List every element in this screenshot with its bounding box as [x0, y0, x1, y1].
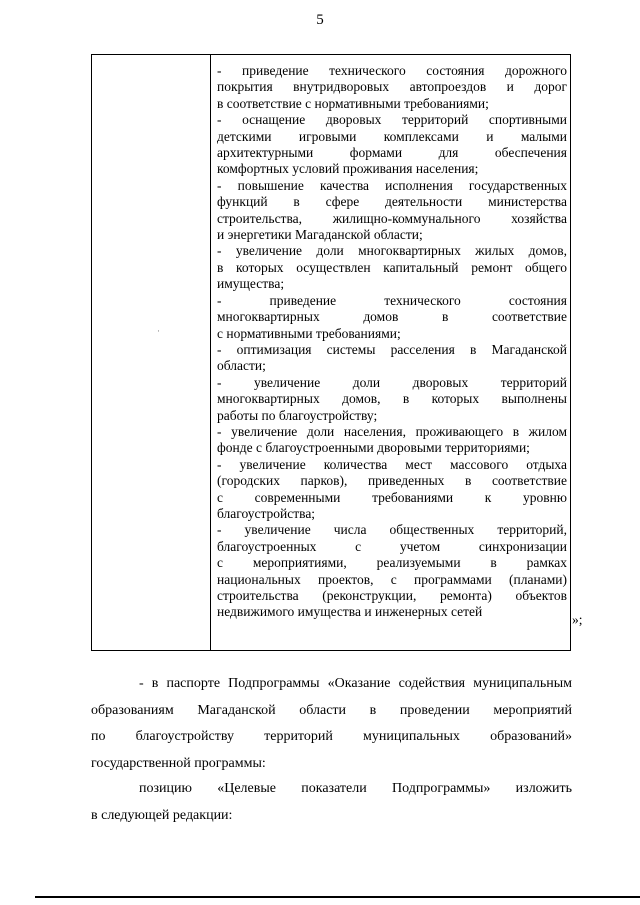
cell-line: - приведение технического состояния дорожного	[217, 63, 567, 78]
cell-line: - приведение технического состояния	[217, 292, 567, 308]
cell-line: и энергетики Магаданской области;	[217, 227, 423, 243]
cell-line: - увеличение доли многоквартирных жилых домов,	[217, 243, 567, 259]
cell-line: многоквартирных домов, в которых выполнены	[217, 391, 567, 407]
paragraph-line: - в паспорте Подпрограммы «Оказание содействия муниципальным	[139, 676, 572, 691]
cell-line: с нормативными требованиями;	[217, 325, 401, 341]
scan-bottom-edge	[35, 896, 640, 898]
cell-line: в которых осуществлен капитальный ремонт общего	[217, 259, 567, 275]
cell-line: области;	[217, 358, 266, 374]
paragraph-position-amendment	[91, 776, 572, 829]
paragraph-line: в следующей редакции:	[91, 807, 233, 823]
cell-line: многоквартирных домов в соответствие	[217, 309, 567, 325]
paragraph-line: государственной программы:	[91, 755, 266, 771]
cell-line: недвижимого имущества и инженерных сетей	[217, 604, 483, 620]
cell-line: строительства, жилищно-коммунального хозяйства	[217, 210, 567, 226]
cell-line: - повышение качества исполнения государственных	[217, 177, 567, 193]
cell-line: - оснащение дворовых территорий спортивными	[217, 112, 567, 128]
table-column-divider	[210, 55, 211, 650]
cell-line: имущества;	[217, 276, 285, 292]
cell-line: в соответствие с нормативными требованиями;	[217, 95, 489, 111]
cell-line: строительства (реконструкции, ремонта) объектов	[217, 588, 567, 603]
cell-line: - увеличение числа общественных территорий,	[217, 522, 567, 538]
cell-line: покрытия внутридворовых автопроездов и дорог	[217, 79, 567, 95]
cell-line: - увеличение количества мест массового отдыха	[217, 456, 567, 472]
cell-line: благоустройства;	[217, 505, 316, 521]
cell-line: национальных проектов, с программами (планами)	[217, 571, 567, 587]
stray-mark: ·	[157, 326, 160, 336]
paragraph-passport-amendment	[91, 671, 572, 777]
cell-line: комфортных условий проживания населения;	[217, 161, 479, 177]
table-frame	[91, 54, 571, 651]
paragraph-line: по благоустройству территорий муниципальных образований»	[91, 729, 572, 744]
cell-line: с мероприятиями, реализуемыми в рамках	[217, 555, 567, 571]
cell-line: благоустроенных с учетом синхронизации	[217, 538, 567, 554]
closing-quote-mark: »;	[572, 612, 583, 627]
cell-line: - увеличение доли дворовых территорий	[217, 374, 567, 390]
paragraph-line: позицию «Целевые показатели Подпрограммы» изложить	[139, 781, 572, 796]
cell-line: (городских парков), приведенных в соответствие	[217, 473, 567, 489]
cell-line: архитектурными формами для обеспечения	[217, 145, 567, 161]
cell-line: работы по благоустройству;	[217, 407, 378, 423]
target-indicators-cell	[217, 63, 567, 621]
cell-line: фонде с благоустроенными дворовыми территориями;	[217, 440, 530, 456]
page-number: 5	[316, 12, 324, 28]
cell-line: с современными требованиями к уровню	[217, 489, 567, 505]
cell-line: детскими игровыми комплексами и малыми	[217, 128, 567, 144]
cell-line: - увеличение доли населения, проживающего в жилом	[217, 423, 567, 439]
paragraph-line: образованиям Магаданской области в проведении мероприятий	[91, 702, 572, 718]
cell-line: - оптимизация системы расселения в Магаданской	[217, 341, 567, 357]
cell-line: функций в сфере деятельности министерства	[217, 194, 567, 210]
